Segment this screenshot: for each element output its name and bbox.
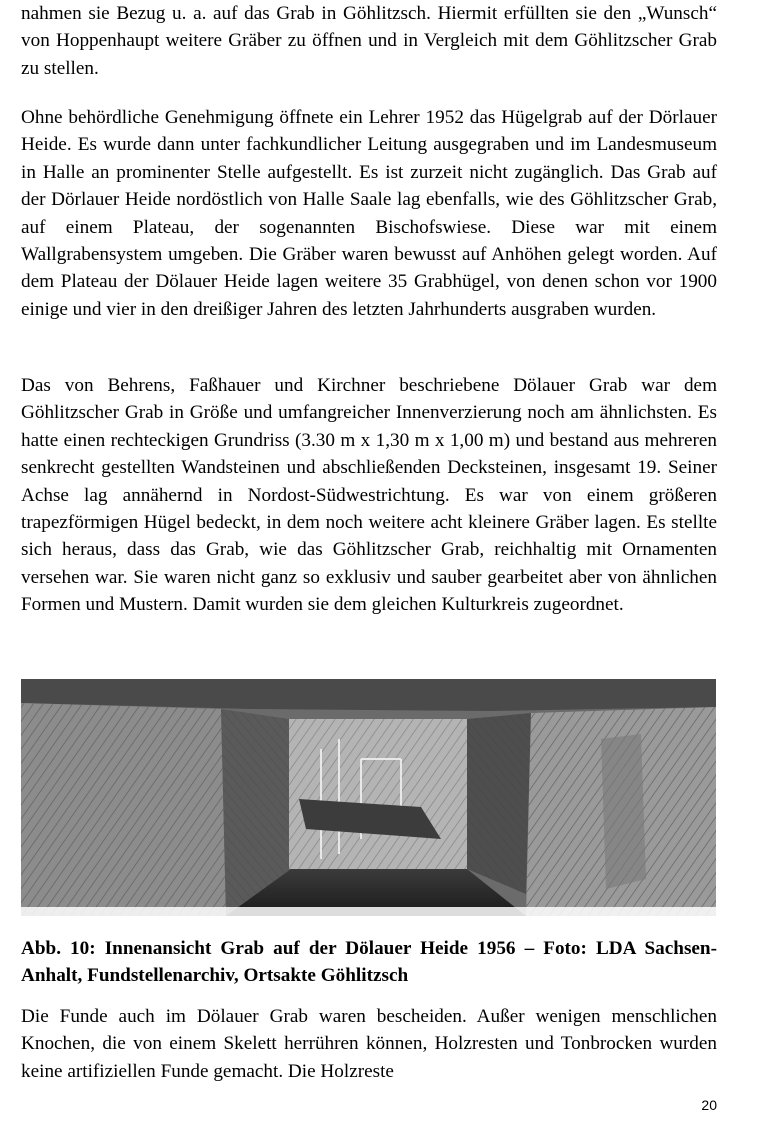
grave-interior-photo: [21, 679, 716, 916]
paragraph-4: Die Funde auch im Dölauer Grab waren bescheiden. Außer wenigen menschlichen Knochen, die von einem Skelett herrühren können, Holzresten und Tonbrocken wurden keine artifiziellen Funde gemacht. Die Holzreste: [21, 1006, 717, 1082]
paragraph-1: nahmen sie Bezug u. a. auf das Grab in Göhlitzsch. Hiermit erfüllten sie den „Wunsch“ von Hoppenhaupt weitere Gräber zu öffnen und in Vergleich mit dem Göhlitzscher Grab zu stellen.: [21, 3, 717, 79]
figure-caption: Abb. 10: Innenansicht Grab auf der Dölauer Heide 1956 – Foto: LDA Sachsen-Anhalt, Fundstellenarchiv, Ortsakte Göhlitzsch: [21, 938, 717, 987]
page-number: 20: [701, 1097, 717, 1113]
paragraph-2: Ohne behördliche Genehmigung öffnete ein Lehrer 1952 das Hügelgrab auf der Dörlauer Heide. Es wurde dann unter fachkundlicher Leitung ausgegraben und im Landesmuseum in Halle an prominenter Stelle aufgestellt. Es ist zurzeit nicht zugänglich. Das Grab auf der Dörlauer Heide nordöstlich von Halle Saale lag ebenfalls, wie des Göhlitzscher Grab, auf einem Plateau, der sogenannten Bischofswiese. Diese war mit einem Wallgrabensystem umgeben. Die Gräber waren bewusst auf Anhöhen gelegt worden. Auf dem Plateau der Dölauer Heide lagen weitere 35 Grabhügel, von denen schon vor 1900 einige und vier in den dreißiger Jahren des letzten Jahrhunderts ausgraben wurden.: [21, 107, 717, 320]
paragraph-3: Das von Behrens, Faßhauer und Kirchner beschriebene Dölauer Grab war dem Göhlitzscher Grab in Größe und umfangreicher Innenverzierung noch am ähnlichsten. Es hatte einen rechteckigen Grundriss (3.30 m x 1,30 m x 1,00 m) und bestand aus mehreren senkrecht gestellten Wandsteinen und abschließenden Decksteinen, insgesamt 19. Seiner Achse lag annähernd in Nordost-Südwestrichtung. Es war von einem größeren trapezförmigen Hügel bedeckt, in dem noch weitere acht kleinere Gräber lagen. Es stellte sich heraus, dass das Grab, wie das Göhlitzscher Grab, reichhaltig mit Ornamenten versehen war. Sie waren nicht ganz so exklusiv und sauber gearbeitet aber von ähnlichen Formen und Mustern. Damit wurden sie dem gleichen Kulturkreis zugeordnet.: [21, 375, 717, 616]
